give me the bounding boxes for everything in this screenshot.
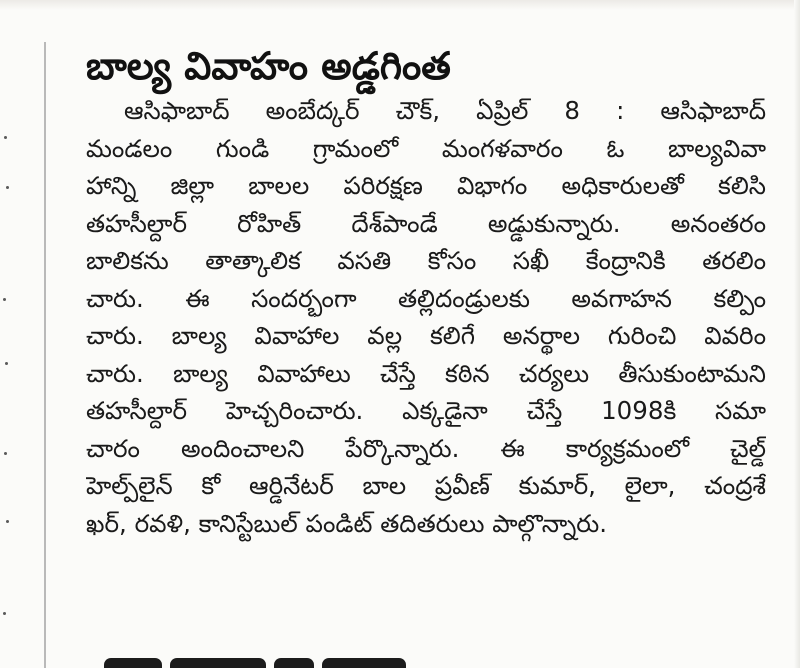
speck: [6, 186, 9, 189]
cropped-glyph: [274, 658, 314, 668]
body-line: తహసీల్దార్ రోహిత్ దేశ్‌పాండే అడ్డుకున్నారు. అనంతరం: [86, 208, 766, 238]
body-line: తహసీల్దార్ హెచ్చరించారు. ఎక్కడైనా చేస్తే 1098కి సమా: [86, 396, 766, 425]
body-line: మండలం గుండి గ్రామంలో మంగళవారం ఓ బాల్యవివా: [86, 133, 766, 163]
body-line: ఆసిఫాబాద్ అంబేద్కర్ చౌక్, ఏప్రిల్ 8 : ఆసిఫాబాద్: [124, 96, 766, 125]
speck: [3, 612, 6, 615]
speck: [4, 136, 7, 139]
speck: [3, 298, 6, 301]
article-headline: బాల్య వివాహం అడ్డగింత: [86, 44, 451, 88]
body-line: చారు. బాల్య వివాహాలు చేస్తే కఠిన చర్యలు తీసుకుంటామని: [86, 358, 766, 388]
body-line: బాలికను తాత్కాలిక వసతి కోసం సఖీ కేంద్రానికి తరలిం: [86, 246, 766, 275]
column-divider: [44, 42, 46, 668]
top-edge: [0, 0, 800, 10]
body-line: చారు. ఈ సందర్భంగా తల్లిదండ్రులకు అవగాహన కల్పిం: [86, 283, 766, 313]
right-edge: [794, 0, 800, 668]
body-line: హెల్ప్‌లైన్ కో ఆర్డినేటర్ బాల ప్రవీణ్ కుమార్, లైలా, చంద్రశే: [86, 471, 766, 500]
adjacent-column-fragment: [0, 0, 30, 668]
body-line: ఖర్, రవళి, కానిస్టేబుల్ పండిట్ తదితరులు పాల్గొన్నారు.: [86, 508, 608, 538]
body-line: హాన్ని జిల్లా బాలల పరిరక్షణ విభాగం అధికారులతో కలిసి: [86, 171, 766, 200]
speck: [6, 520, 9, 523]
cropped-glyph: [104, 658, 162, 668]
news-article: [86, 44, 766, 542]
body-line: చారు. బాల్య వివాహాల వల్ల కలిగే అనర్థాల గురించి వివరిం: [86, 321, 766, 350]
speck: [4, 452, 7, 455]
body-line: చారం అందించాలని పేర్కొన్నారు. ఈ కార్యక్రమంలో చైల్డ్: [86, 433, 766, 463]
cropped-glyph: [170, 658, 266, 668]
cropped-glyph: [322, 658, 406, 668]
speck: [5, 362, 8, 365]
next-article-headline-fragment: [96, 652, 416, 668]
article-body: [86, 92, 766, 542]
